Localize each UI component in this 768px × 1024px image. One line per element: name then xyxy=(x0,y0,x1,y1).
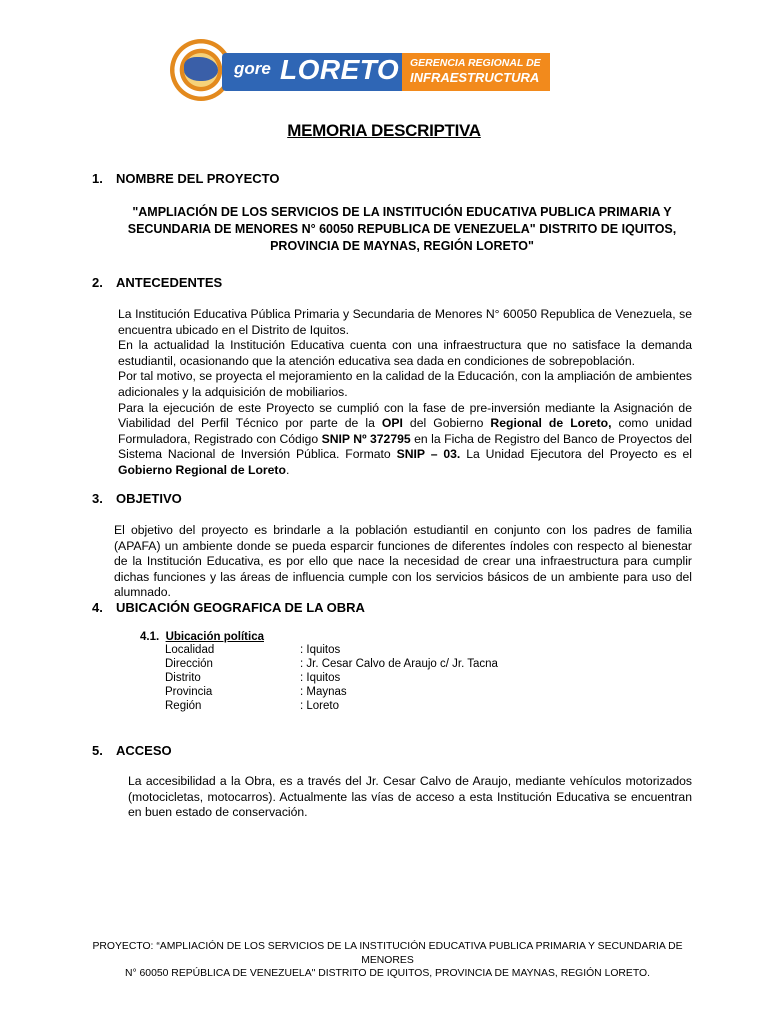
snip-code: SNIP Nº 372795 xyxy=(321,431,411,446)
location-value: : Maynas xyxy=(300,686,347,698)
regional-label: Regional de Loreto, xyxy=(490,416,612,431)
location-key: Región xyxy=(165,700,202,712)
acceso-body: La accesibilidad a la Obra, es a través del Jr. Cesar Calvo de Araujo, mediante vehículos motorizados (motocicletas, motocarros). Actualmente las vías de acceso a esta Institución Educativa se encuentran en buen estado de conservación. xyxy=(128,774,692,820)
section-title: NOMBRE DEL PROYECTO xyxy=(116,171,280,186)
footer-line: N° 60050 REPÚBLICA DE VENEZUELA" DISTRITO DE IQUITOS, PROVINCIA DE MAYNAS, REGIÓN LORETO. xyxy=(124,968,650,979)
section-title: ANTECEDENTES xyxy=(116,275,223,290)
location-value: : Iquitos xyxy=(300,644,341,656)
location-value: : Jr. Cesar Calvo de Araujo c/ Jr. Tacna xyxy=(300,658,498,670)
antecedentes-body xyxy=(118,307,692,479)
location-key: Distrito xyxy=(165,672,201,684)
paragraph: Por tal motivo, se proyecta el mejoramiento en la calidad de la Educación, con la ampliación de ambientes adicionales y la adquisición de mobiliarios. xyxy=(118,369,692,399)
document-title: MEMORIA DESCRIPTIVA xyxy=(287,121,481,140)
paragraph: En la actualidad la Institución Educativa cuenta con una infraestructura que no satisface la demanda estudiantil, ocasionando que la atención educativa sea dada en condiciones de sobrepoblación. xyxy=(118,338,692,368)
section-title: OBJETIVO xyxy=(116,491,182,506)
section-number: 5. xyxy=(92,743,103,758)
section-number: 4. xyxy=(92,600,103,615)
page-footer xyxy=(80,940,695,981)
gore-loreto-logo xyxy=(170,45,550,95)
logo-gerencia-text: GERENCIA REGIONAL DE xyxy=(410,57,541,69)
location-key: Dirección xyxy=(165,658,213,670)
formato-label: SNIP – 03. xyxy=(396,447,461,462)
section-number: 2. xyxy=(92,275,103,290)
location-key: Provincia xyxy=(165,686,213,698)
gobierno-label: Gobierno Regional de Loreto xyxy=(118,462,286,477)
subsection-title: Ubicación política xyxy=(165,631,264,643)
logo-loreto-text: LORETO xyxy=(280,54,400,85)
paragraph: Para la ejecución de este Proyecto se cumplió con la fase de pre-inversión mediante la Asignación de Viabilidad del Perfil Técnico por parte de la OPI del Gobierno Regional de Loreto, como unidad Formuladora, Registrado con Código SNIP Nº 372795 en la Ficha de Registro del Banco de Proyectos del Sistema Nacional de Inversión Pública. Formato SNIP – 03. La Unidad Ejecutora del Proyecto es el Gobierno Regional de Loreto. xyxy=(118,400,692,477)
section-number: 1. xyxy=(92,171,103,186)
section-number: 3. xyxy=(92,491,103,506)
ubicacion-politica-heading xyxy=(140,631,264,643)
objetivo-body: El objetivo del proyecto es brindarle a la población estudiantil en conjunto con los padres de familia (APAFA) un ambiente donde se pueda esparcir funciones de diferentes índoles con respecto al bienestar de la Institución Educativa, es por ello que nace la necesidad de crear una infraestructura para cumplir dichas funciones y las áreas de influencia cumple con los servicios básicos de un ambiente para uso del alumnado. xyxy=(114,523,692,600)
subsection-number: 4.1. xyxy=(140,631,160,643)
logo-gore-text: gore xyxy=(234,59,271,78)
section-title: ACCESO xyxy=(116,743,172,758)
location-value: : Loreto xyxy=(300,700,339,712)
footer-line: PROYECTO: “AMPLIACIÓN DE LOS SERVICIOS DE LA INSTITUCIÓN EDUCATIVA PUBLICA PRIMARIA Y SECUNDARIA DE MENORES xyxy=(92,941,683,966)
section-title: UBICACIÓN GEOGRAFICA DE LA OBRA xyxy=(116,600,365,615)
logo-infraestructura-text: INFRAESTRUCTURA xyxy=(410,70,540,85)
paragraph: La Institución Educativa Pública Primaria y Secundaria de Menores N° 60050 Republica de Venezuela, se encuentra ubicado en el Distrito de Iquitos. xyxy=(118,307,692,337)
project-name: "AMPLIACIÓN DE LOS SERVICIOS DE LA INSTITUCIÓN EDUCATIVA PUBLICA PRIMARIA Y SECUNDARIA DE MENORES N° 60050 REPUBLICA DE VENEZUELA" DISTRITO DE IQUITOS, PROVINCIA DE MAYNAS, REGIÓN LORETO" xyxy=(127,205,677,253)
opi-label: OPI xyxy=(381,416,403,431)
location-value: : Iquitos xyxy=(300,672,341,684)
location-key: Localidad xyxy=(165,644,215,656)
